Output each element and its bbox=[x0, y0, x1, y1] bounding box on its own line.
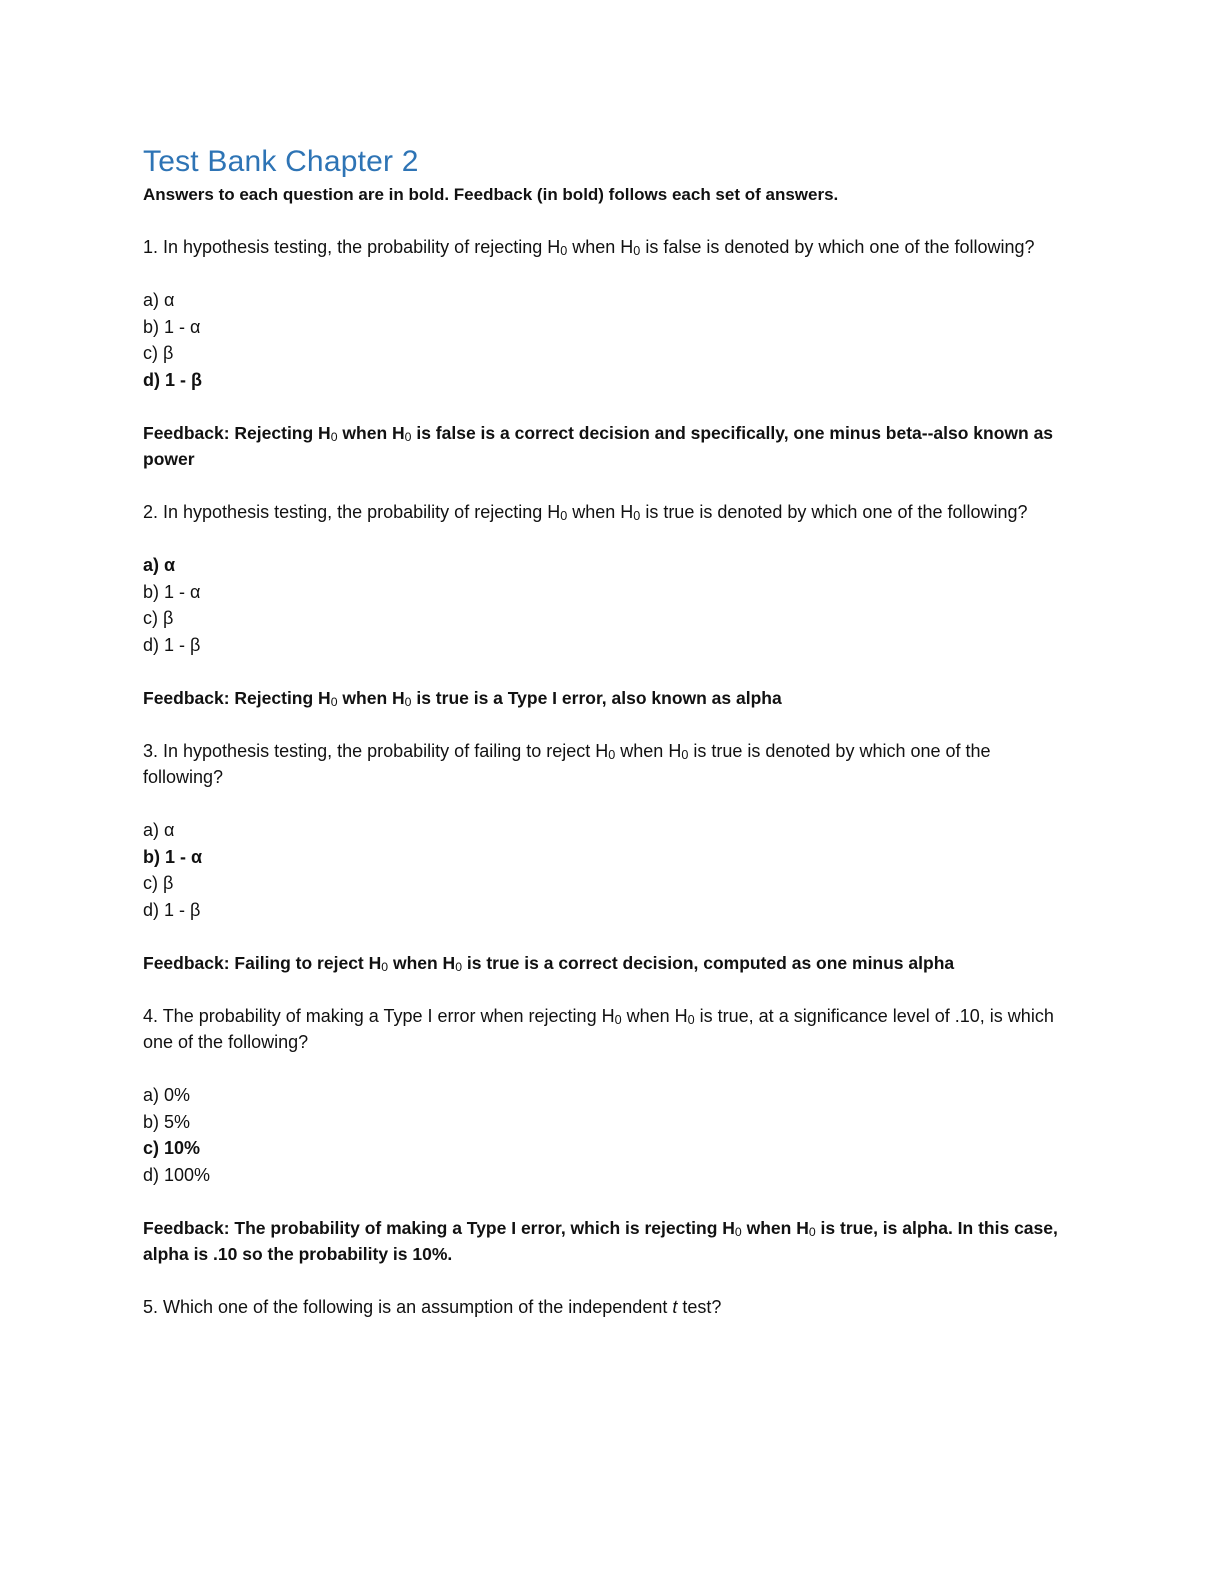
question-text-part: is false is denoted by which one of the following? bbox=[640, 237, 1035, 257]
subscript: 0 bbox=[633, 244, 641, 258]
correct-answer-option: c) 10% bbox=[143, 1138, 201, 1158]
question-text bbox=[143, 499, 1073, 526]
subscript: 0 bbox=[633, 509, 641, 523]
answer-option: d) 100% bbox=[143, 1164, 211, 1185]
correct-answer-option: d) 1 - β bbox=[143, 369, 202, 390]
feedback-text-part: Feedback: The probability of making a Type I error, which is rejecting H bbox=[143, 1217, 735, 1238]
answer-option: a) α bbox=[143, 290, 175, 310]
answer-option: a) 0% bbox=[143, 1085, 191, 1105]
document-title: Test Bank Chapter 2 bbox=[143, 145, 419, 178]
question-text-part: 5. Which one of the following is an assumption of the independent bbox=[143, 1297, 673, 1317]
correct-answer-option: b) 1 - α bbox=[143, 846, 203, 867]
question-text-part: is true is denoted by which one of the following? bbox=[640, 502, 1028, 522]
question-block bbox=[143, 499, 1073, 711]
feedback-text-part: Feedback: Rejecting H bbox=[143, 422, 331, 443]
answer-list bbox=[143, 1082, 1073, 1188]
italic-variable: t bbox=[672, 1297, 678, 1317]
subscript: 0 bbox=[404, 429, 412, 444]
subscript: 0 bbox=[608, 747, 616, 762]
answer-list bbox=[143, 817, 1073, 923]
question-text-part: 1. In hypothesis testing, the probability of rejecting H bbox=[143, 237, 561, 257]
subscript: 0 bbox=[560, 509, 568, 523]
feedback-text-part: is true is a correct decision, computed as one minus alpha bbox=[466, 952, 955, 973]
question-text-part: when H bbox=[567, 502, 634, 522]
feedback-text bbox=[143, 1215, 1073, 1268]
question-block bbox=[143, 1003, 1073, 1268]
answer-option: d) 1 - β bbox=[143, 899, 201, 920]
question-block bbox=[143, 738, 1073, 977]
subscript: 0 bbox=[404, 694, 412, 709]
question-text bbox=[143, 1294, 1073, 1321]
question-text-part: when H bbox=[567, 237, 634, 257]
answer-option: c) β bbox=[143, 343, 174, 363]
feedback-text bbox=[143, 685, 1073, 712]
feedback-text bbox=[143, 420, 1073, 473]
correct-answer-option: a) α bbox=[143, 555, 176, 575]
subscript: 0 bbox=[614, 1012, 622, 1027]
question-text bbox=[143, 738, 1073, 791]
answer-option: c) β bbox=[143, 608, 174, 628]
feedback-text-part: is true, is alpha. In this case, alpha is .10 so the probability is 10%. bbox=[143, 1217, 1058, 1264]
instructions: Answers to each question are in bold. Feedback (in bold) follows each set of answers. bbox=[143, 185, 839, 204]
question-text-part: when H bbox=[621, 1005, 688, 1026]
feedback-text-part: when H bbox=[746, 1217, 809, 1238]
question-text-part: when H bbox=[615, 740, 682, 761]
subscript: 0 bbox=[734, 1224, 742, 1239]
feedback-text bbox=[143, 950, 1073, 977]
question-text-part: test? bbox=[677, 1297, 722, 1317]
answer-option: b) 1 - α bbox=[143, 581, 201, 602]
feedback-text-part: Feedback: Failing to reject H bbox=[143, 952, 382, 973]
subscript: 0 bbox=[330, 429, 338, 444]
answer-option: c) β bbox=[143, 873, 174, 893]
question-text bbox=[143, 234, 1073, 261]
feedback-text-part: when H bbox=[342, 687, 405, 708]
feedback-text-part: is false is a correct decision and specifically, one minus beta--also known as power bbox=[143, 422, 1054, 469]
answer-list bbox=[143, 552, 1073, 658]
subscript: 0 bbox=[687, 1012, 695, 1027]
question-text-part: 2. In hypothesis testing, the probability of rejecting H bbox=[143, 502, 561, 522]
answer-option: a) α bbox=[143, 820, 175, 840]
subscript: 0 bbox=[330, 694, 338, 709]
question-text-part: 3. In hypothesis testing, the probability of failing to reject H bbox=[143, 740, 609, 761]
question-block bbox=[143, 1294, 1073, 1321]
answer-option: d) 1 - β bbox=[143, 634, 201, 655]
subscript: 0 bbox=[560, 244, 568, 258]
answer-option: b) 5% bbox=[143, 1111, 191, 1132]
subscript: 0 bbox=[681, 747, 689, 762]
feedback-text-part: is true is a Type I error, also known as alpha bbox=[416, 687, 782, 708]
feedback-text-part: Feedback: Rejecting H bbox=[143, 687, 331, 708]
subscript: 0 bbox=[808, 1224, 816, 1239]
question-text-part: is true, at a significance level of .10, is which one of the following? bbox=[143, 1005, 1054, 1052]
subscript: 0 bbox=[455, 959, 463, 974]
answer-option: b) 1 - α bbox=[143, 316, 201, 337]
feedback-text-part: when H bbox=[342, 422, 405, 443]
feedback-text-part: when H bbox=[392, 952, 456, 973]
question-text-part: is true is denoted by which one of the following? bbox=[143, 740, 991, 787]
question-block bbox=[143, 234, 1073, 473]
subscript: 0 bbox=[381, 959, 389, 974]
question-text bbox=[143, 1003, 1073, 1056]
answer-list bbox=[143, 287, 1073, 393]
question-text-part: 4. The probability of making a Type I error when rejecting H bbox=[143, 1005, 615, 1026]
document-page bbox=[143, 142, 1073, 1321]
